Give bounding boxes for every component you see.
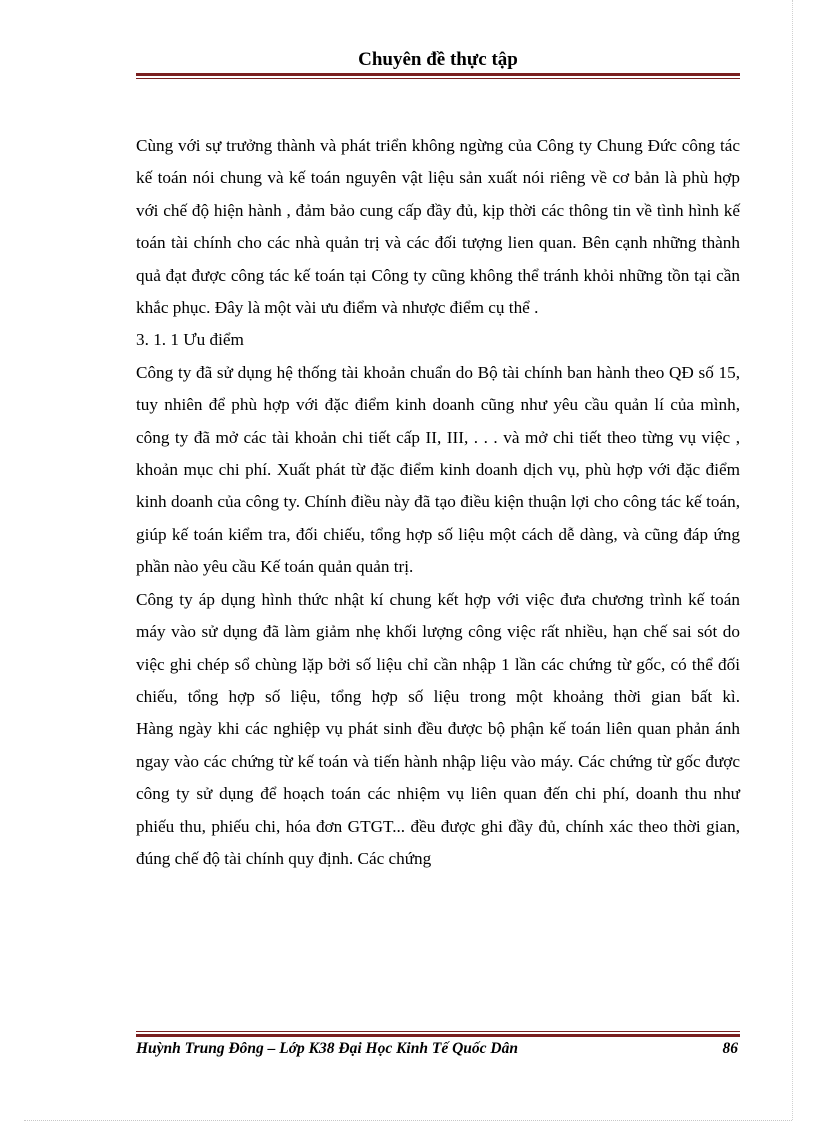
footer-author: Huỳnh Trung Đông – Lớp K38 Đại Học Kinh Tế Quốc Dân [136, 1040, 518, 1057]
footer-rule-thin [136, 1031, 740, 1032]
paragraph-intro: Cùng với sự trưởng thành và phát triển không ngừng của Công ty Chung Đức công tác kế toán nói chung và kế toán nguyên vật liệu sản xuất nói riêng về cơ bản là phù hợp với chế độ hiện hành , đảm bảo cung cấp đầy đủ, kịp thời các thông tin về tình hình kế toán tài chính cho các nhà quản trị và các đối tượng lien quan. Bên cạnh những thành quả đạt được công tác kế toán tại Công ty cũng không thể tránh khỏi những tồn tại cần khắc phục. Đây là một vài ưu điểm và nhược điểm cụ thể . [136, 136, 740, 318]
page-number: 86 [722, 1040, 738, 1057]
footer-rule-thick [136, 1034, 740, 1037]
section-heading-advantages: 3. 1. 1 Ưu điểm [136, 330, 244, 350]
header-rule-thin [136, 78, 740, 79]
page-title: Chuyên đề thực tập [358, 49, 518, 70]
header-rule-thick [136, 73, 740, 76]
paragraph-journal-system: Công ty áp dụng hình thức nhật kí chung kết hợp với việc đưa chương trình kế toán máy vào sử dụng đã làm giảm nhẹ khối lượng công việc rất nhiều, hạn chế sai sót do việc ghi chép sổ chùng lặp bởi số liệu chỉ cần nhập 1 lần các chứng từ gốc, có thể đối chiếu, tổng hợp số liệu, tổng hợp số liệu trong một khoảng thời gian bất kì. [136, 589, 740, 706]
page-edge-right [792, 0, 793, 1120]
page-edge-bottom [24, 1120, 792, 1121]
paragraph-accounts: Công ty đã sử dụng hệ thống tài khoản chuẩn do Bộ tài chính ban hành theo QĐ số 15, tuy nhiên để phù hợp với đặc điểm kinh doanh cũng như yêu cầu quản lí của mình, công ty đã mở các tài khoản chi tiết cấp II, III, . . . và mở chi tiết theo từng vụ việc , khoản mục chi phí. Xuất phát từ đặc điểm kinh doanh dịch vụ, phù hợp với đặc điểm kinh doanh của công ty. Chính điều này đã tạo điều kiện thuận lợi cho công tác kế toán, giúp kế toán kiểm tra, đối chiếu, tổng hợp số liệu một cách dễ dàng, và cũng đáp ứng phần nào yêu cầu Kế toán quản quản trị. [136, 362, 740, 577]
paragraph-daily-operations: Hàng ngày khi các nghiệp vụ phát sinh đều được bộ phận kế toán liên quan phản ánh ngay vào các chứng từ kế toán và tiến hành nhập liệu vào máy. Các chứng từ gốc được công ty sử dụng để hoạch toán các nhiệm vụ liên quan đến chi phí, doanh thu như phiếu thu, phiếu chi, hóa đơn GTGT... đều được ghi đầy đủ, chính xác theo thời gian, đúng chế độ tài chính quy định. Các chứng [136, 719, 740, 868]
document-body [136, 130, 740, 875]
